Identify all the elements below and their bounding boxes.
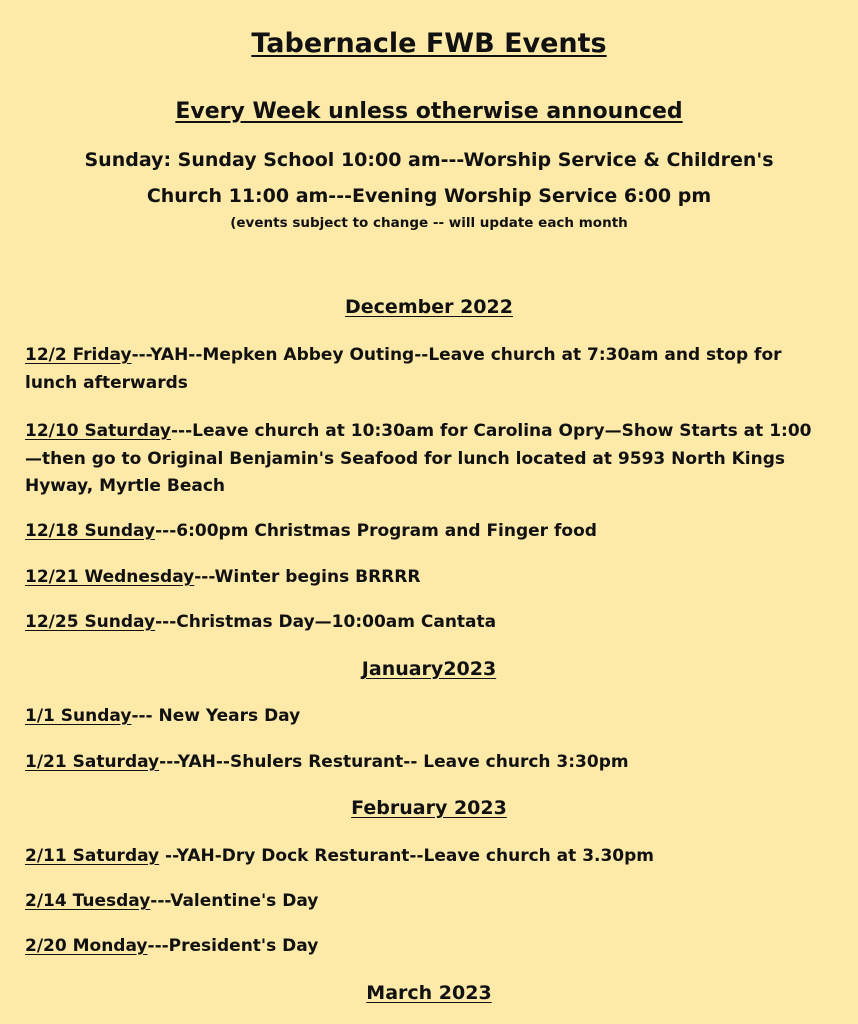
event-date: 12/18 Sunday — [25, 521, 156, 541]
event-text: ---YAH--Mepken Abbey Outing--Leave church at 7:30am and stop for lunch afterwards — [25, 345, 782, 393]
event-date: 1/1 Sunday — [25, 706, 132, 726]
event-text: --YAH-Dry Dock Resturant--Leave church at 3.30pm — [159, 846, 655, 866]
event-date: 12/25 Sunday — [25, 612, 156, 632]
event-text: ---President's Day — [147, 936, 319, 956]
event-text: --- New Years Day — [131, 706, 301, 726]
event-date: 12/2 Friday — [25, 345, 132, 365]
month-heading-december: December 2022 — [345, 296, 513, 318]
event-text: ---Leave church at 10:30am for Carolina Opry—Show Starts at 1:00—then go to Original Benjamin's Seafood for lunch located at 9593 North Kings Hyway, Myrtle Beach — [25, 421, 812, 496]
event-text: ---Christmas Day—10:00am Cantata — [155, 612, 497, 632]
event-item — [25, 609, 825, 637]
event-text: ---YAH--Shulers Resturant-- Leave church 3:30pm — [159, 752, 629, 772]
event-date: 2/20 Monday — [25, 936, 148, 956]
event-date: 1/21 Saturday — [25, 752, 160, 772]
month-heading-march: March 2023 — [366, 982, 492, 1004]
month-heading-february: February 2023 — [351, 797, 507, 819]
event-item — [25, 843, 825, 871]
event-date: 2/11 Saturday — [25, 846, 160, 866]
page-title: Tabernacle FWB Events — [251, 28, 607, 59]
event-item — [25, 342, 825, 397]
weekly-schedule-line: Church 11:00 am---Evening Worship Service 6:00 pm — [146, 185, 712, 207]
event-item — [25, 518, 825, 546]
event-item — [25, 564, 825, 592]
event-item — [25, 703, 825, 731]
event-date: 12/21 Wednesday — [25, 567, 195, 587]
event-text: ---Winter begins BRRRR — [194, 567, 421, 587]
event-date: 2/14 Tuesday — [25, 891, 151, 911]
weekly-schedule-line: Sunday: Sunday School 10:00 am---Worship Service & Children's — [84, 149, 774, 171]
weekly-heading: Every Week unless otherwise announced — [175, 99, 683, 124]
event-item — [25, 418, 825, 501]
event-item — [25, 933, 825, 961]
event-date: 12/10 Saturday — [25, 421, 171, 441]
event-item — [25, 888, 825, 916]
event-item — [25, 749, 825, 777]
month-heading-january: January2023 — [361, 658, 497, 680]
weekly-schedule — [40, 142, 818, 214]
event-text: ---6:00pm Christmas Program and Finger food — [155, 521, 597, 541]
event-text: ---Valentine's Day — [150, 891, 319, 911]
change-note: (events subject to change -- will update each month — [230, 215, 628, 231]
